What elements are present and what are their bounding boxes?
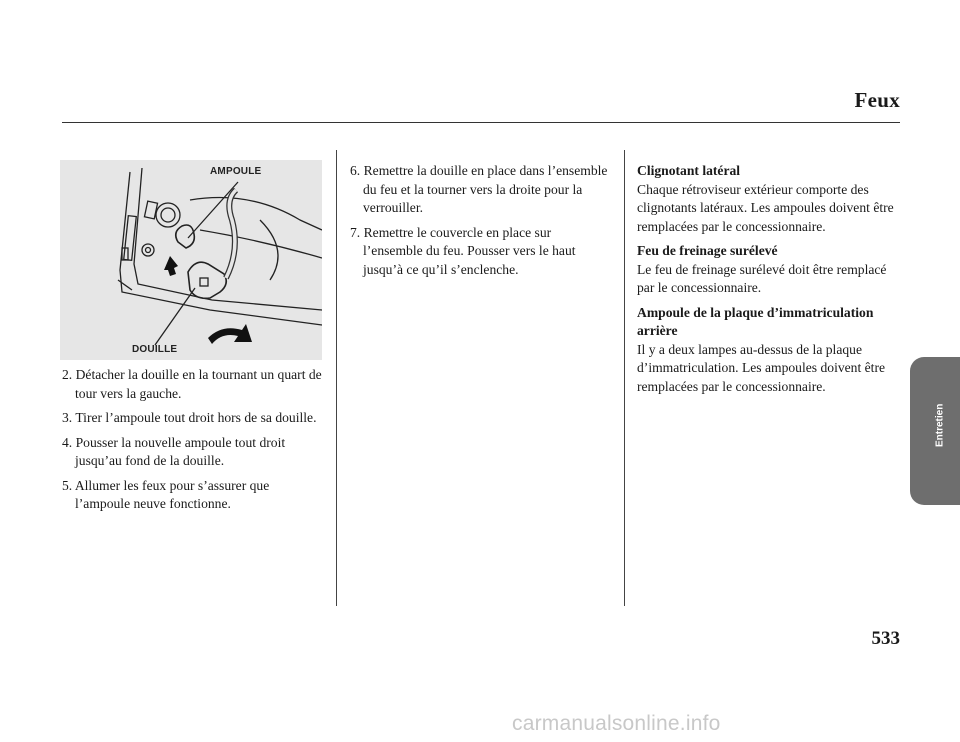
header-rule	[62, 122, 900, 123]
column-divider-2	[624, 150, 625, 606]
step-6: 6. Remettre la douille en place dans l’ensemble du feu et la tourner vers la droite pour la verrouiller.	[350, 163, 608, 215]
text-high-mount-brake-light: Le feu de freinage surélevé doit être remplacé par le concessionnaire.	[637, 261, 887, 295]
text-license-plate-bulb: Il y a deux lampes au-dessus de la plaque d’immatriculation. Les ampoules doivent être remplacées par le concessionnaire.	[637, 341, 886, 394]
watermark: carmanualsonline.info	[512, 712, 721, 735]
step-4: 4. Pousser la nouvelle ampoule tout droit jusqu’au fond de la douille.	[62, 434, 286, 468]
step-2: 2. Détacher la douille en la tournant un quart de tour vers la gauche.	[62, 367, 322, 401]
heading-side-turn-signal: Clignotant latéral	[637, 163, 741, 178]
heading-high-mount-brake-light: Feu de freinage surélevé	[637, 243, 778, 258]
step-3: 3. Tirer l’ampoule tout droit hors de sa douille.	[62, 410, 317, 425]
heading-license-plate-bulb: Ampoule de la plaque d’immatriculation arrière	[637, 304, 874, 338]
bulb-replacement-figure	[60, 160, 322, 360]
label-bulb: AMPOULE	[210, 166, 262, 177]
column-3	[637, 162, 899, 402]
label-socket: DOUILLE	[132, 344, 178, 355]
side-tab-label: Entretien	[934, 403, 946, 447]
section-title: Feux	[854, 88, 900, 112]
taillight-illustration	[60, 160, 322, 360]
text-side-turn-signal: Chaque rétroviseur extérieur comporte des clignotants latéraux. Les ampoules doivent être remplacées par le concessionnaire.	[637, 181, 894, 234]
column-1	[62, 366, 324, 520]
column-divider-1	[336, 150, 337, 606]
step-5: 5. Allumer les feux pour s’assurer que l’ampoule neuve fonctionne.	[62, 477, 270, 511]
page-number: 533	[871, 628, 900, 649]
column-2	[350, 162, 612, 285]
step-7: 7. Remettre le couvercle en place sur l’ensemble du feu. Pousser vers le haut jusqu’à ce qu’il s’enclenche.	[350, 224, 576, 277]
